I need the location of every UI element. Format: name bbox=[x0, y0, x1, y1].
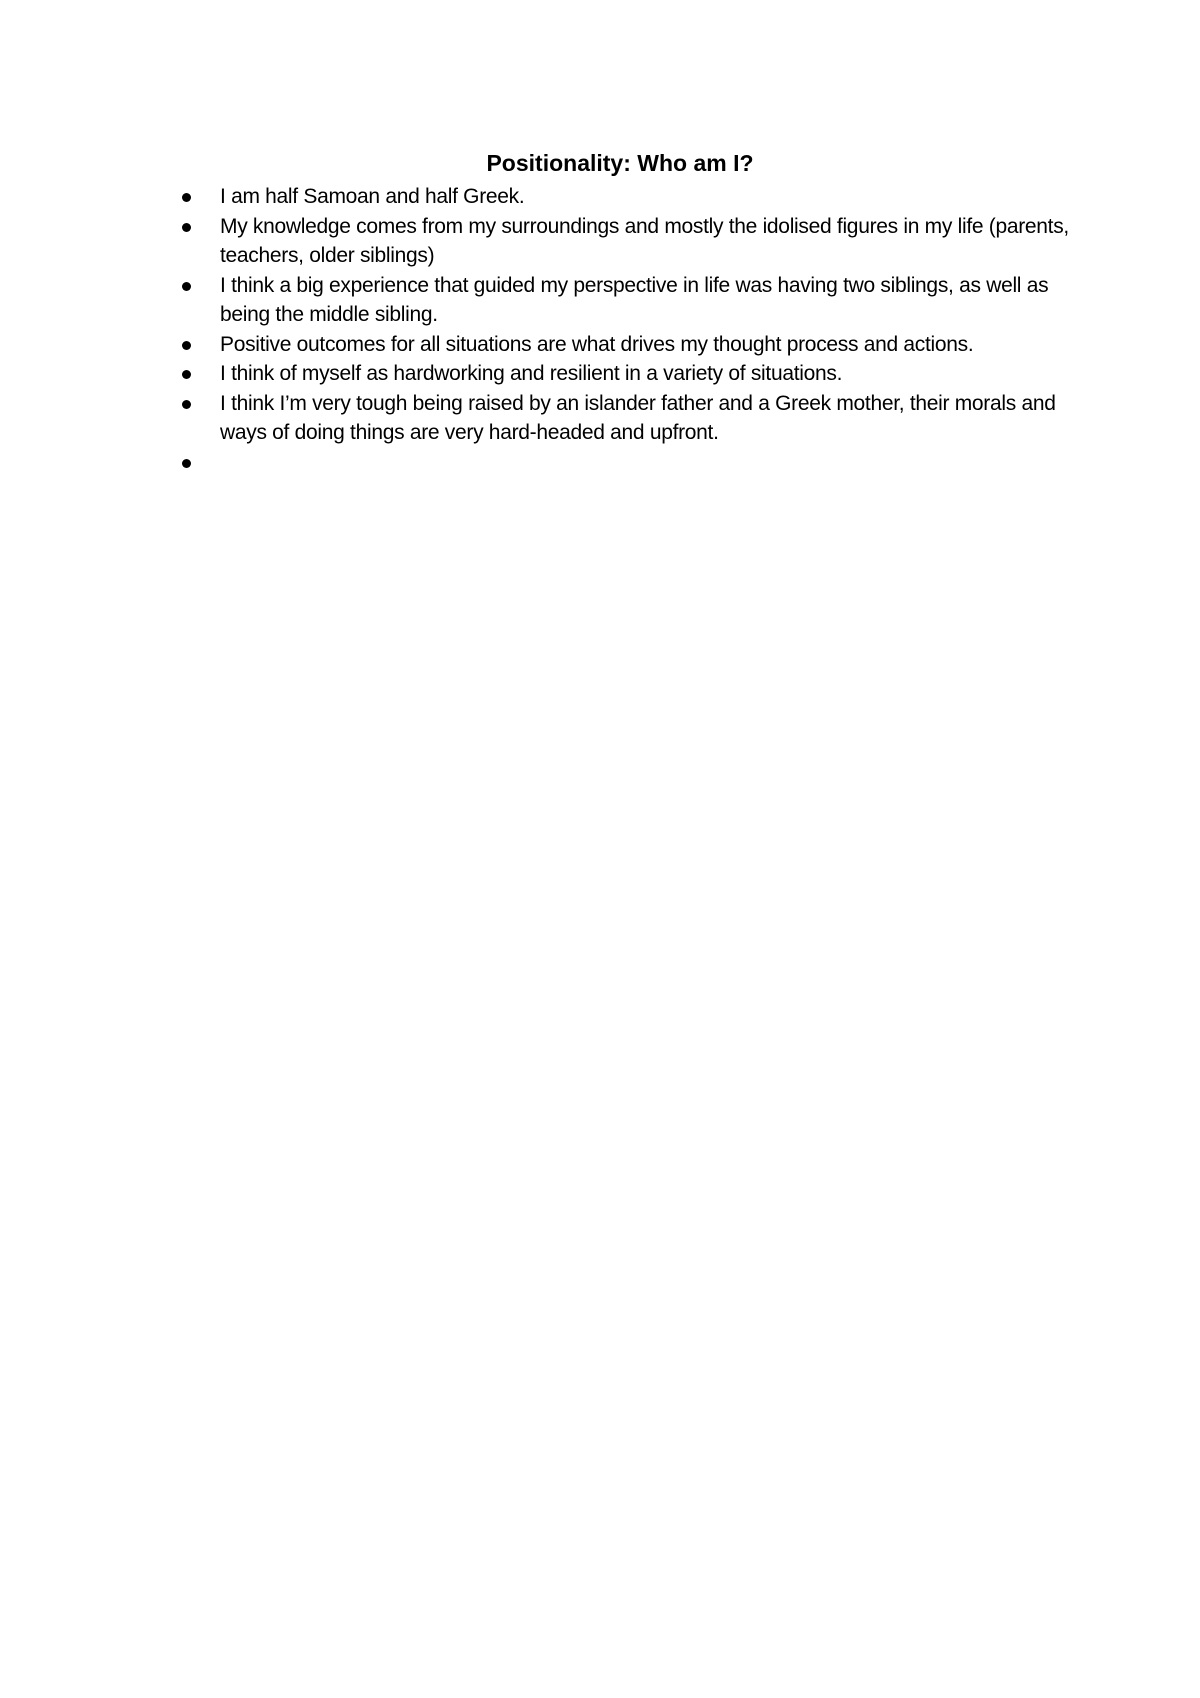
list-item-text: I think of myself as hardworking and resilient in a variety of situations. bbox=[220, 362, 843, 385]
bullet-icon bbox=[182, 400, 191, 409]
list-item bbox=[182, 182, 1082, 212]
page-title: Positionality: Who am I? bbox=[486, 150, 754, 176]
list-item-empty bbox=[182, 448, 1082, 478]
bullet-icon bbox=[182, 282, 191, 291]
list-item bbox=[182, 271, 1082, 330]
list-item bbox=[182, 212, 1082, 271]
list-item-text: My knowledge comes from my surroundings and mostly the idolised figures in my life (parents, teachers, older siblings) bbox=[220, 214, 1069, 267]
list-item-text: I am half Samoan and half Greek. bbox=[220, 185, 525, 208]
list-item-text: I think a big experience that guided my perspective in life was having two siblings, as well as being the middle sibling. bbox=[220, 273, 1049, 326]
bullet-list bbox=[182, 182, 1082, 477]
list-item bbox=[182, 389, 1082, 448]
list-item-text: I think I’m very tough being raised by an islander father and a Greek mother, their morals and ways of doing things are very hard-headed and upfront. bbox=[220, 391, 1056, 444]
list-item-text: Positive outcomes for all situations are what drives my thought process and actions. bbox=[220, 332, 974, 356]
bullet-icon bbox=[182, 341, 191, 350]
list-item bbox=[182, 359, 1082, 389]
bullet-icon bbox=[182, 223, 191, 232]
bullet-icon bbox=[182, 193, 191, 202]
bullet-icon bbox=[182, 459, 191, 468]
bullet-icon bbox=[182, 370, 191, 379]
list-item bbox=[182, 330, 1082, 360]
